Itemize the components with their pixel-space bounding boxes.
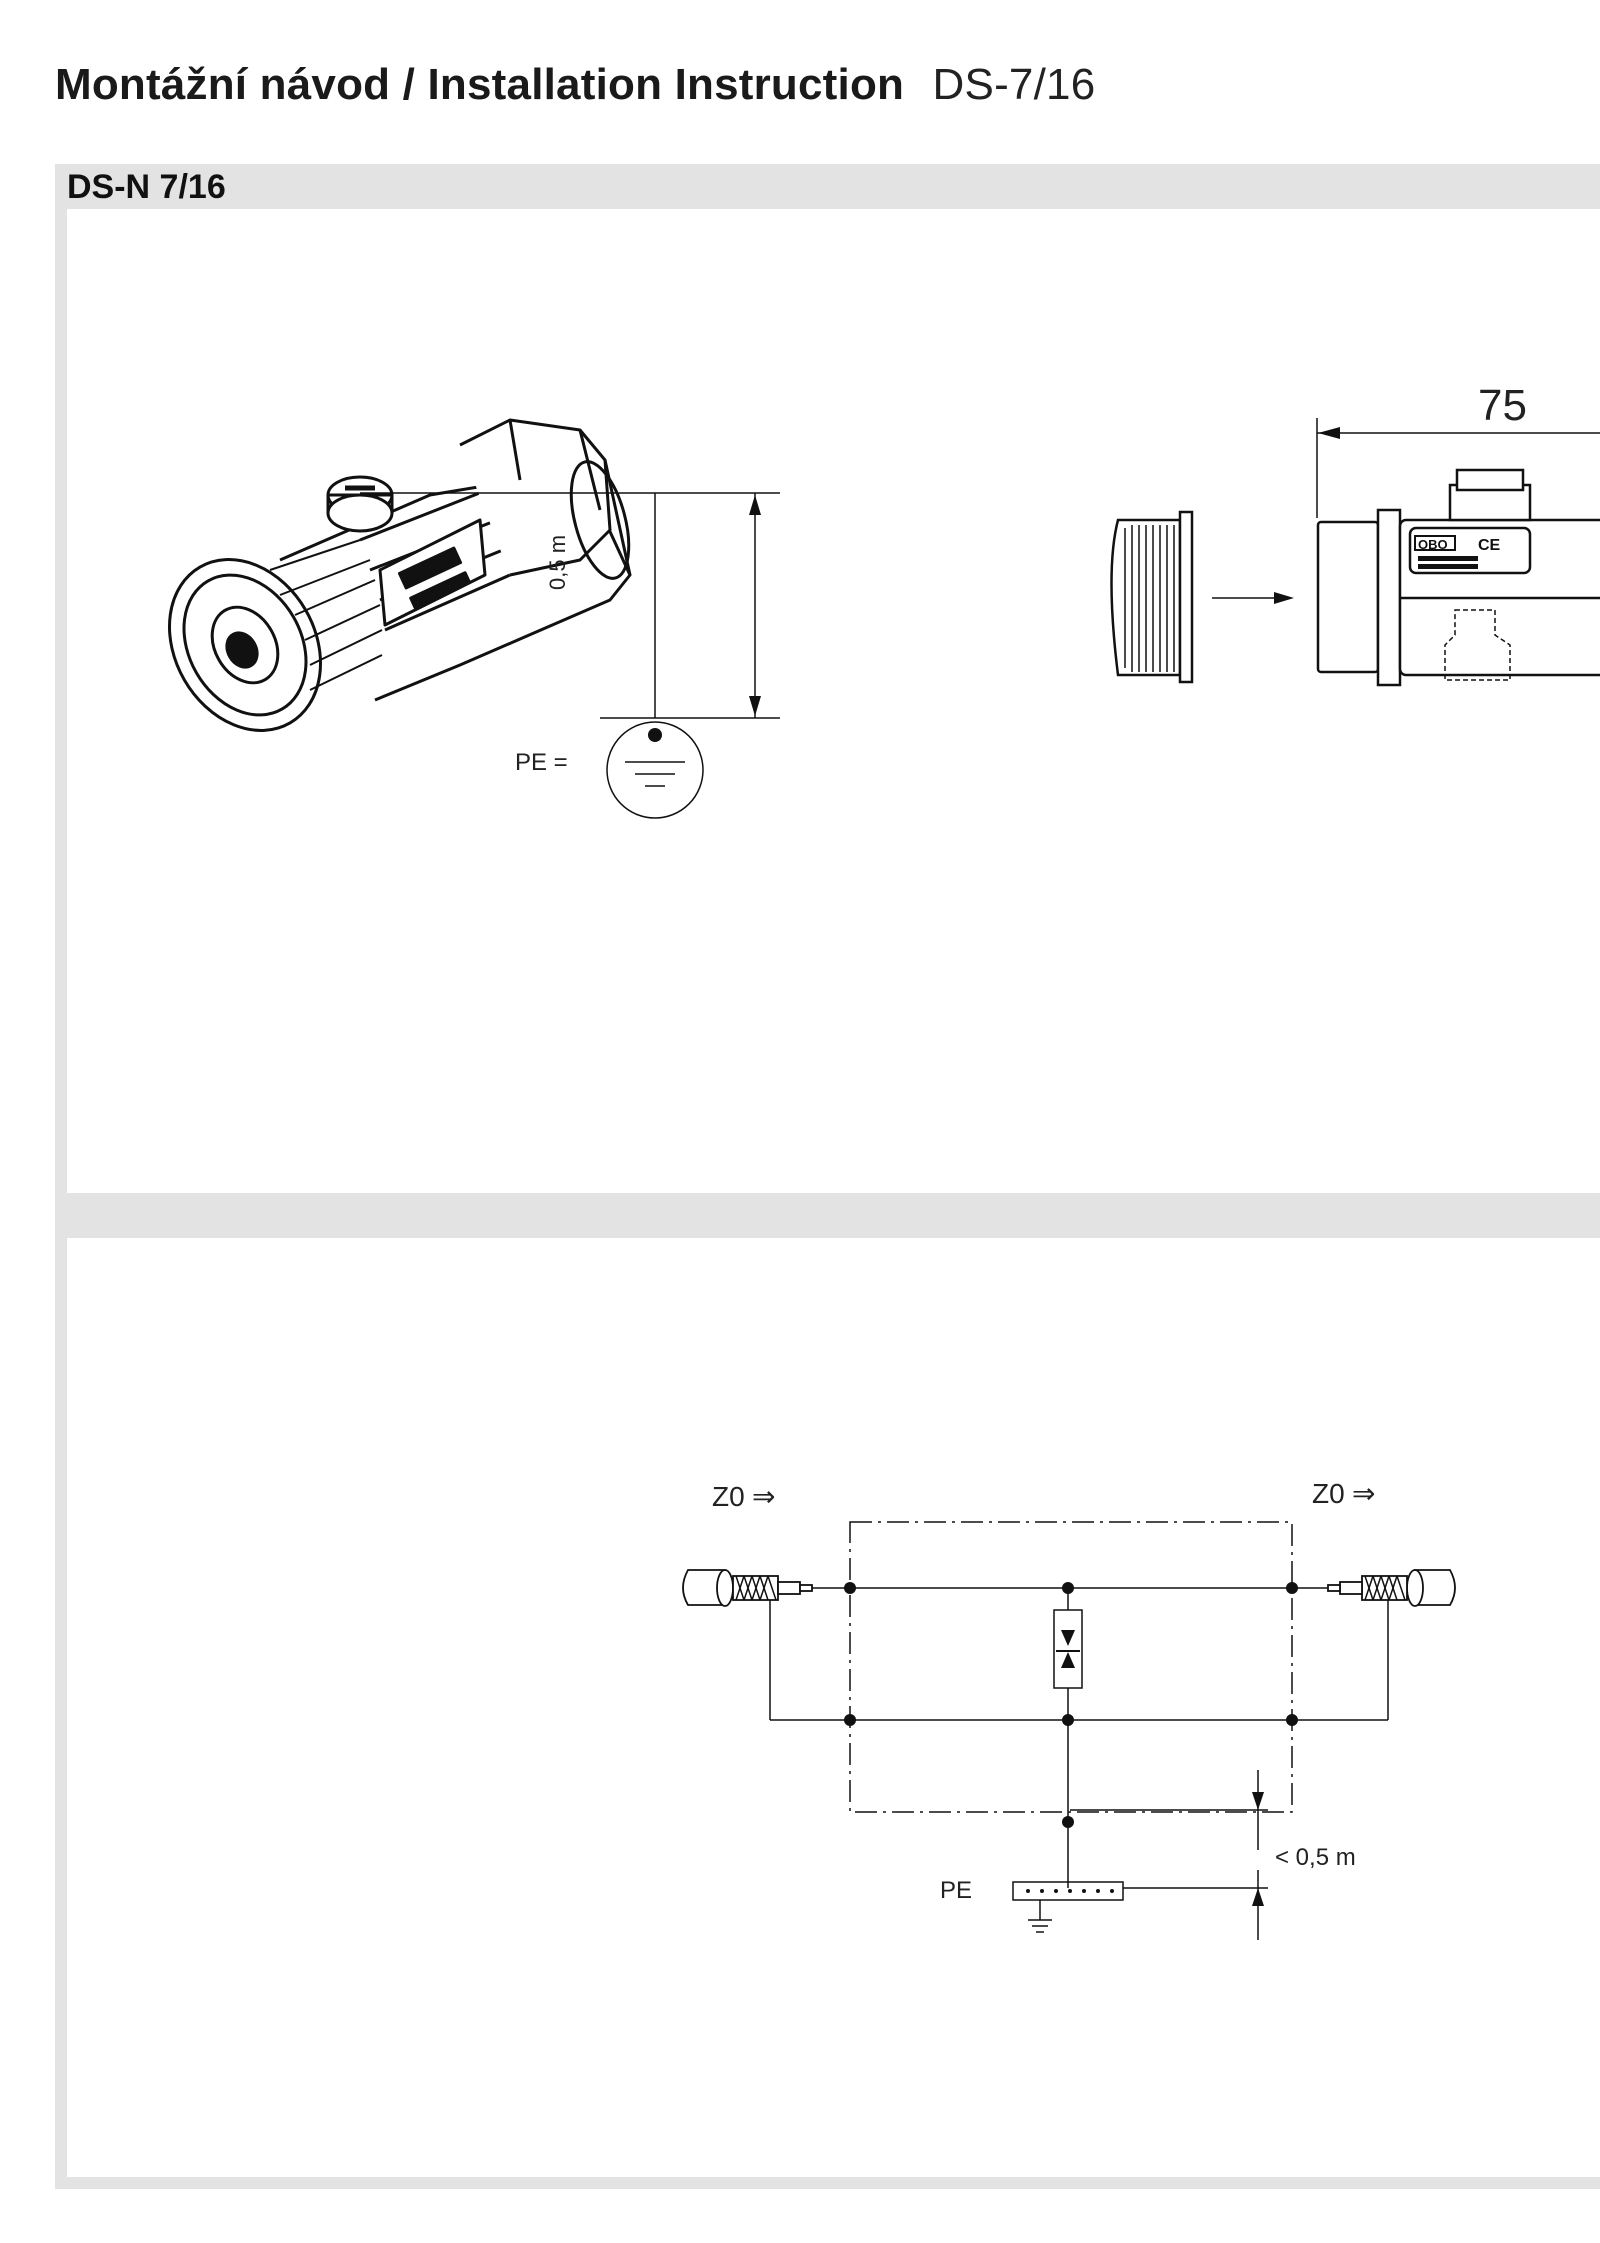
section-title: DS-N 7/16 [67, 168, 226, 206]
document-code: DS-7/16 [932, 60, 1096, 109]
pe-label: PE = [515, 749, 568, 776]
max-distance-label: < 0,5 m [1275, 1844, 1356, 1871]
arrester-3d-drawing [160, 400, 800, 840]
section-side-bar [55, 164, 67, 1193]
section-header-schematic [55, 1193, 1600, 1238]
svg-text:⇒: ⇒ [752, 1481, 776, 1512]
document-title: Montážní návod / Installation Instruction [55, 60, 905, 109]
svg-text:⇒: ⇒ [1352, 1478, 1376, 1509]
arrester-side-view-drawing [1100, 370, 1600, 700]
z0-left-label: Z0 [712, 1481, 745, 1512]
circuit-schematic [670, 1470, 1470, 1950]
z0-right-label: Z0 [1312, 1478, 1345, 1509]
pe-terminal-label: PE [940, 1877, 973, 1904]
section-header-ds-n-7-16 [55, 164, 1600, 209]
page-title [55, 60, 1095, 110]
dimension-75: 75 [1478, 381, 1527, 430]
section-side-bar-2 [55, 1193, 67, 2189]
earthing-distance-label: 0,5 m [545, 534, 570, 590]
obo-logo: OBO [1418, 537, 1448, 552]
section-bottom-bar [55, 2177, 1600, 2189]
ce-mark: CE [1478, 537, 1501, 554]
